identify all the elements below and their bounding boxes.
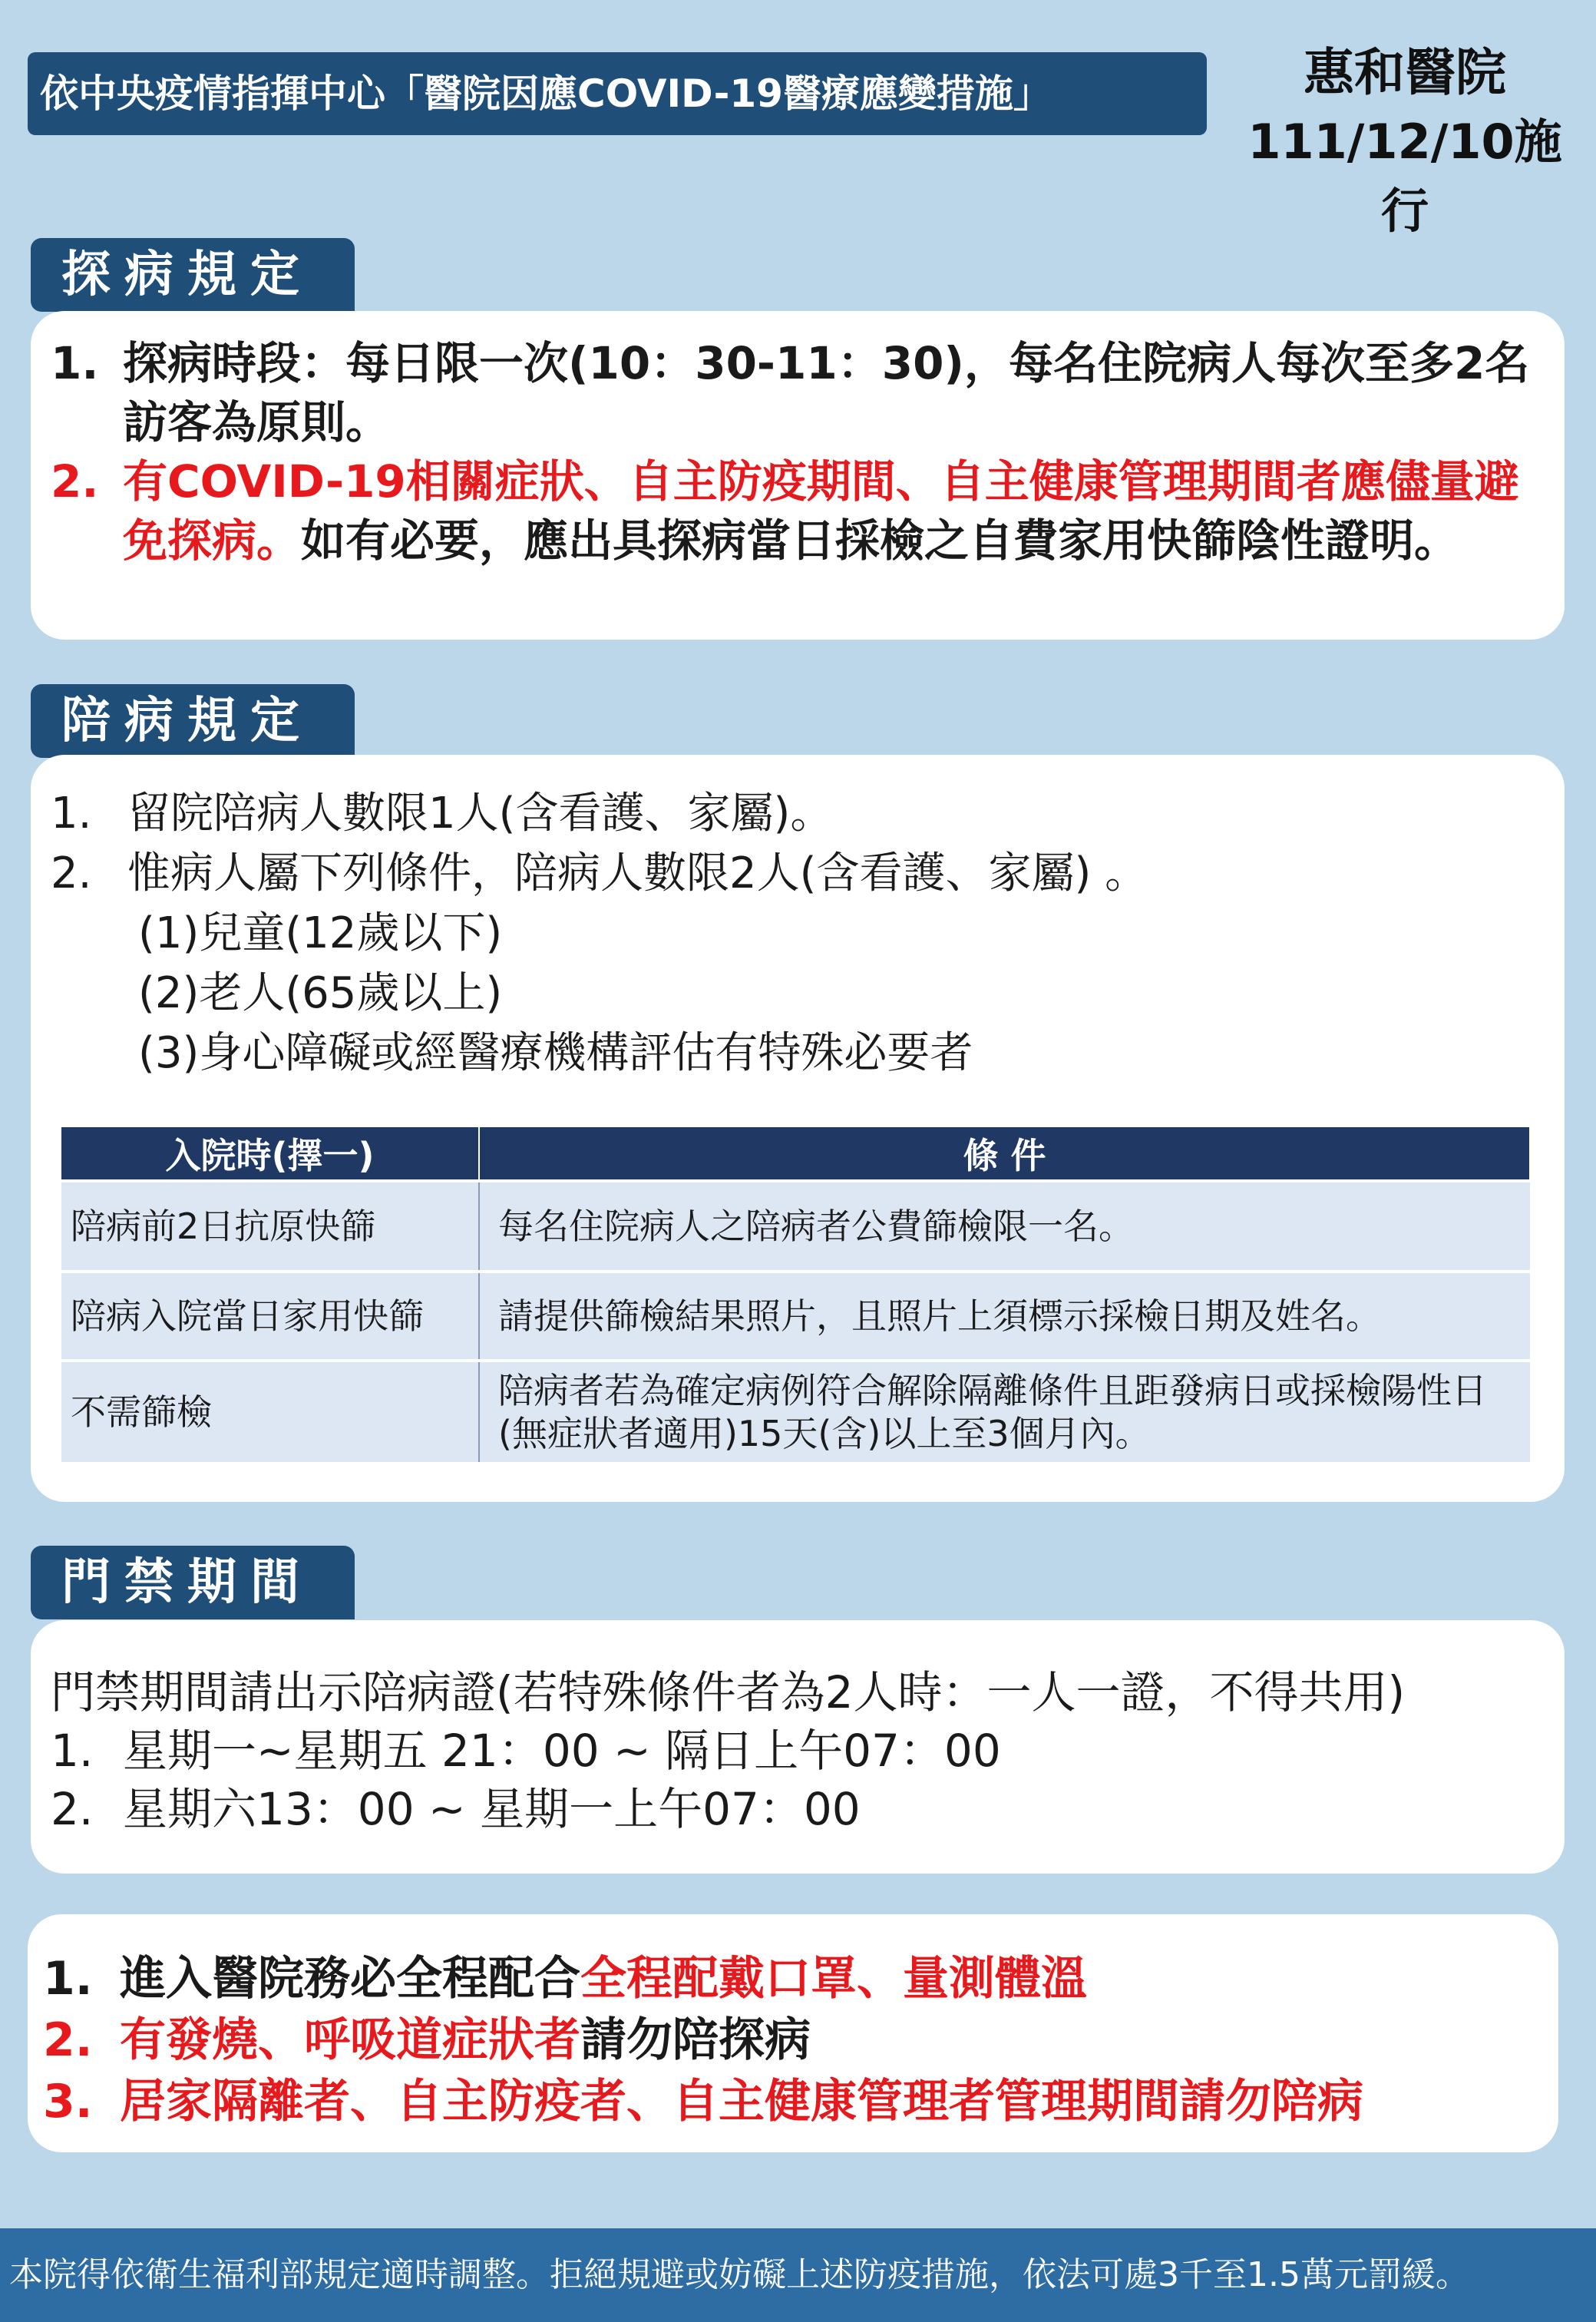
item-text: 如有必要，應出具探病當日採檢之自費家用快篩陰性證明。 [301,514,1459,567]
notice-card [28,1914,1558,2152]
hospital-name: 惠和醫院 [1304,43,1506,102]
table-cell: 每名住院病人之陪病者公費篩檢限一名。 [479,1181,1530,1272]
item-number: 2. [51,455,99,508]
item-warning-text: 有COVID-19相關症狀、自主防疫期間、自主健康管理期間者應儘量避免探病。 [123,455,1519,567]
list-item [31,844,1565,904]
table-cell: 陪病者若為確定病例符合解除隔離條件且距發病日或採檢陽性日(無症狀者適用)15天(含)以上至3個月內。 [479,1361,1530,1462]
visiting-rules-card [31,311,1565,640]
table-cell: 請提供篩檢結果照片，且照片上須標示採檢日期及姓名。 [479,1272,1530,1361]
table-cell: 陪病前2日抗原快篩 [61,1181,479,1272]
list-item [31,334,1565,452]
access-intro: 門禁期間請出示陪病證(若特殊條件者為2人時：一人一證，不得共用) [51,1666,1406,1718]
effective-date: 111/12/10施行 [1247,114,1562,239]
policy-banner: 依中央疫情指揮中心「醫院因應COVID-19醫療應變措施」 [28,52,1207,135]
item-number: 1. [51,337,99,389]
item-number: 2. [51,1783,94,1835]
list-item [31,784,1565,844]
visiting-rules-list [31,311,1565,571]
item-warning-text: 有發燒、呼吸道症狀者 [120,2013,580,2067]
list-item [31,1780,1565,1838]
item-number: 1. [43,1952,93,2006]
item-text: 進入醫院務必全程配合 [120,1952,580,2006]
item-number: 2. [51,848,92,898]
list-item [28,2071,1558,2132]
item-number: 1. [51,1725,94,1777]
table-cell: 不需篩檢 [61,1361,479,1462]
section-title-accompany: 陪病規定 [31,684,355,758]
hospital-header [1228,38,1581,246]
access-hours-list [31,1722,1565,1838]
item-text: 留院陪病人數限1人(含看護、家屬)。 [127,789,834,838]
condition-elderly: (2)老人(65歲以上) [138,968,503,1018]
screening-table [61,1127,1531,1462]
list-item [28,1948,1558,2009]
item-warning-text: 全程配戴口罩、量測體溫 [580,1952,1087,2006]
accompany-rules-list [31,755,1565,904]
table-row [61,1361,1530,1462]
access-period-card [31,1620,1565,1874]
list-item [31,1722,1565,1780]
column-header-condition: 條 件 [479,1127,1530,1181]
item-number: 1. [51,789,92,838]
column-header-admission: 入院時(擇一) [61,1127,479,1181]
section-title-visiting: 探病規定 [31,238,355,312]
item-text: 惟病人屬下列條件，陪病人數限2人(含看護、家屬) 。 [127,848,1148,898]
table-row [61,1181,1530,1272]
list-item [31,452,1565,571]
accompany-rules-card [31,755,1565,1502]
item-text: 星期六13：00 ~ 星期一上午07：00 [123,1783,861,1835]
item-text: 星期一~星期五 21：00 ~ 隔日上午07：00 [123,1725,1001,1777]
table-cell: 陪病入院當日家用快篩 [61,1272,479,1361]
item-warning-text: 居家隔離者、自主防疫者、自主健康管理者管理期間請勿陪病 [120,2075,1363,2128]
table-header-row [61,1127,1530,1181]
section-title-access: 門禁期間 [31,1546,355,1619]
footer-disclaimer: 本院得依衛生福利部規定適時調整。拒絕規避或妨礙上述防疫措施，依法可處3千至1.5萬元罰緩。 [0,2228,1596,2322]
item-text: 探病時段：每日限一次(10：30-11：30)，每名住院病人每次至多2名訪客為原則。 [123,337,1530,448]
item-number: 2. [43,2013,93,2067]
condition-children: (1)兒童(12歲以下) [138,908,503,958]
item-text: 請勿陪探病 [580,2013,811,2067]
item-number: 3. [43,2075,93,2128]
notice-list [28,1914,1558,2132]
condition-special-needs: (3)身心障礙或經醫療機構評估有特殊必要者 [138,1028,973,1078]
table-row [61,1272,1530,1361]
list-item [28,2009,1558,2071]
